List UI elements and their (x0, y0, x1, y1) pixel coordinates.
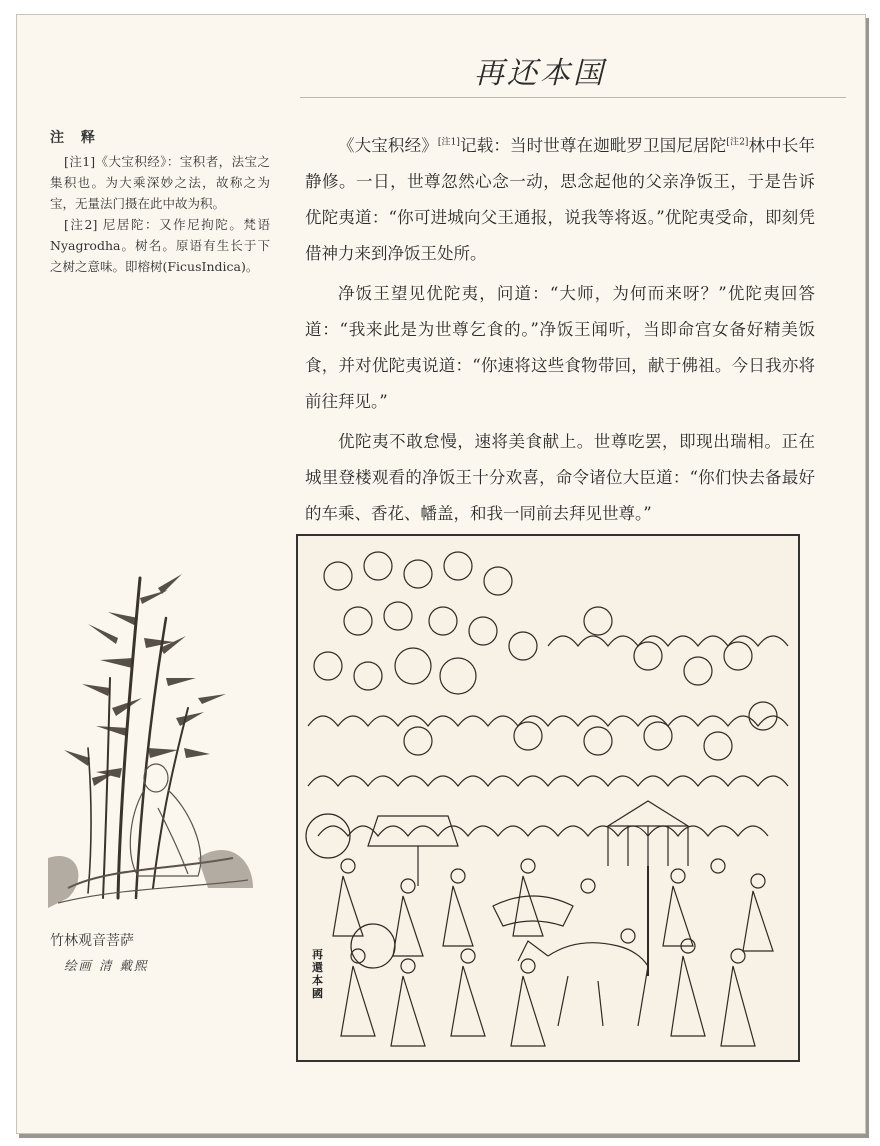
paragraph-1-text-b: 林中长年静修。一日，世尊忽然心念一动，思念起他的父亲净饭王，于是告诉优陀夷道：“你可进城向父王通报，说我等将返。”优陀夷受命，即刻凭借神力来到净饭王处所。 (305, 136, 816, 263)
illustration-inset-label: 再還本國 (312, 948, 323, 1000)
page-title: 再还本国 (474, 56, 606, 91)
main-text (305, 128, 815, 536)
notes-section (50, 128, 270, 277)
notes-heading: 注 释 (50, 130, 101, 146)
paragraph-3: 优陀夷不敢怠慢，速将美食献上。世尊吃罢，即现出瑞相。正在城里登楼观看的净饭王十分欢喜，命令诸位大臣道：“你们快去备最好的车乘、香花、幡盖，和我一同前去拜见世尊。” (305, 432, 815, 523)
book-title: 《大宝积经》 (338, 136, 438, 155)
paragraph-1-text-a: 记载：当时世尊在迦毗罗卫国尼居陀 (459, 136, 727, 155)
painting-title: 竹林观音菩萨 (50, 933, 134, 949)
footnote-ref-2[interactable]: [注2] (726, 137, 749, 148)
title-divider (300, 97, 846, 98)
bamboo-guanyin-painting (48, 558, 253, 918)
paragraph-1 (305, 128, 815, 272)
painting-caption (50, 930, 148, 974)
note-1: [注1]《大宝积经》：宝积者，法宝之集积也。为大乘深妙之法，故称之为宝，无量法门摄在此中故为积。 (50, 154, 270, 211)
footnote-ref-1[interactable]: [注1] (437, 137, 460, 148)
painting-credit: 绘画 清 戴熙 (64, 958, 149, 973)
woodcut-illustration (296, 534, 800, 1062)
note-2: [注2] 尼居陀：又作尼拘陀。梵语Nyagrodha。树名。原语有生长于下之树之意味。即榕树(FicusIndica)。 (50, 217, 270, 274)
paragraph-2: 净饭王望见优陀夷，问道：“大师，为何而来呀？”优陀夷回答道：“我来此是为世尊乞食的。”净饭王闻听，当即命宫女备好精美饭食，并对优陀夷说道：“你速将这些食物带回，献于佛祖。今日我亦将前往拜见。” (305, 284, 815, 411)
